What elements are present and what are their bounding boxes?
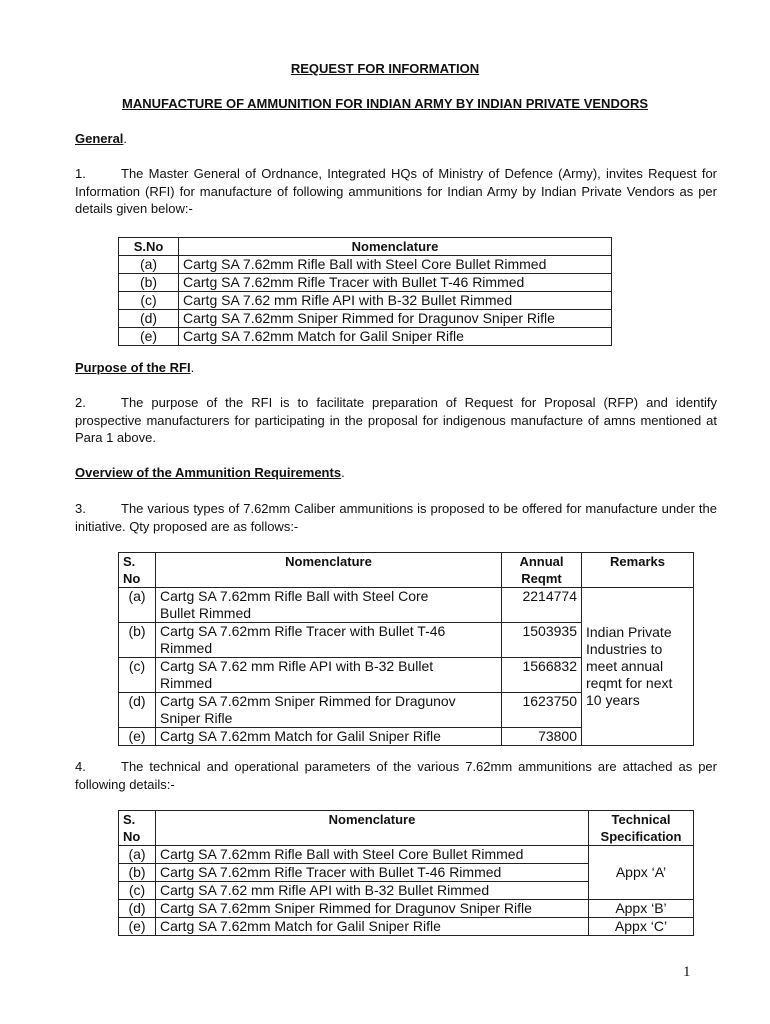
table-row	[119, 588, 694, 623]
row-nomenclature: Cartg SA 7.62mm Sniper Rimmed for Dragunov Sniper Rifle	[179, 310, 612, 328]
header-reqmt-line-1: Annual	[519, 554, 564, 569]
table-header-row	[119, 238, 612, 256]
paragraph-3-number: 3.	[75, 501, 86, 516]
row-nomenclature-line-2: Rimmed	[160, 640, 213, 656]
row-sno: (a)	[119, 846, 156, 864]
row-nomenclature: Cartg SA 7.62mm Match for Galil Sniper Rifle	[156, 918, 589, 936]
row-annual-reqmt: 1503935	[502, 623, 582, 658]
table-row	[119, 292, 612, 310]
row-sno: (e)	[119, 918, 156, 936]
header-reqmt-line-2: Reqmt	[521, 571, 562, 586]
paragraph-3	[75, 500, 717, 535]
row-sno: (c)	[119, 882, 156, 900]
row-sno: (b)	[119, 274, 179, 292]
row-nomenclature: Cartg SA 7.62mm Match for Galil Sniper Rifle	[179, 328, 612, 346]
table-row	[119, 918, 694, 936]
header-sno: S.No	[119, 238, 179, 256]
row-sno: (d)	[119, 310, 179, 328]
paragraph-2-number: 2.	[75, 395, 86, 410]
table-row	[119, 310, 612, 328]
remarks-line: 10 years	[586, 692, 640, 708]
remarks-line: Indian Private	[586, 624, 672, 640]
paragraph-3-text: The various types of 7.62mm Caliber ammunitions is proposed to be offered for manufacture under the initiative. Qty proposed are as follows:-	[75, 501, 717, 534]
row-sno: (b)	[119, 623, 156, 658]
remarks-line: reqmt for next	[586, 675, 673, 691]
row-sno: (a)	[119, 256, 179, 274]
row-specification-appx-a: Appx ‘A’	[589, 846, 694, 900]
header-spec-line-2: Specification	[600, 829, 682, 844]
row-sno: (e)	[119, 328, 179, 346]
row-annual-reqmt: 2214774	[502, 588, 582, 623]
document-subtitle: MANUFACTURE OF AMMUNITION FOR INDIAN ARMY BY INDIAN PRIVATE VENDORS	[121, 96, 649, 111]
paragraph-4	[75, 758, 717, 793]
paragraph-4-number: 4.	[75, 759, 86, 774]
header-spec-line-1: Technical	[611, 812, 671, 827]
row-sno: (d)	[119, 693, 156, 728]
row-nomenclature-line-1: Cartg SA 7.62mm Rifle Tracer with Bullet T-46	[160, 623, 446, 639]
annual-requirement-table	[118, 552, 694, 746]
table-row	[119, 274, 612, 292]
row-annual-reqmt: 73800	[502, 728, 582, 746]
row-nomenclature	[156, 658, 502, 693]
header-nomenclature: Nomenclature	[179, 238, 612, 256]
remarks-line: Industries to	[586, 641, 663, 657]
header-sno-line-1: S.	[123, 812, 136, 827]
row-nomenclature-line-2: Rimmed	[160, 675, 213, 691]
header-technical-specification	[589, 811, 694, 846]
ammunition-list-table	[118, 237, 612, 346]
section-heading-general	[75, 131, 127, 146]
row-nomenclature: Cartg SA 7.62mm Rifle Ball with Steel Core Bullet Rimmed	[179, 256, 612, 274]
paragraph-2	[75, 394, 717, 447]
paragraph-1-text: The Master General of Ordnance, Integrated HQs of Ministry of Defence (Army), invites Request for Information (RFI) for manufacture of following ammunitions for Indian Army by Indian Private Vendors as per details given below:-	[75, 166, 717, 216]
row-nomenclature: Cartg SA 7.62 mm Rifle API with B-32 Bullet Rimmed	[156, 882, 589, 900]
row-sno: (e)	[119, 728, 156, 746]
row-sno: (c)	[119, 292, 179, 310]
header-nomenclature: Nomenclature	[156, 811, 589, 846]
row-nomenclature: Cartg SA 7.62mm Rifle Tracer with Bullet T-46 Rimmed	[156, 864, 589, 882]
row-sno: (c)	[119, 658, 156, 693]
header-annual-reqmt	[502, 553, 582, 588]
row-sno: (b)	[119, 864, 156, 882]
paragraph-4-text: The technical and operational parameters of the various 7.62mm ammunitions are attached as per following details:-	[75, 759, 717, 792]
row-nomenclature-line-1: Cartg SA 7.62mm Sniper Rimmed for Dragunov	[160, 693, 456, 709]
paragraph-1	[75, 165, 717, 218]
row-annual-reqmt: 1566832	[502, 658, 582, 693]
page-number: 1	[683, 964, 691, 980]
table-header-row	[119, 811, 694, 846]
document-title: REQUEST FOR INFORMATION	[290, 61, 480, 76]
remarks-cell	[582, 588, 694, 746]
header-sno-line-2: No	[123, 829, 141, 844]
row-specification-appx-c: Appx ‘C’	[589, 918, 694, 936]
table-row	[119, 846, 694, 864]
header-sno	[119, 553, 156, 588]
row-specification-appx-b: Appx ‘B’	[589, 900, 694, 918]
header-sno-line-1: S.	[123, 554, 136, 569]
purpose-heading-suffix: .	[190, 360, 195, 375]
header-sno	[119, 811, 156, 846]
row-nomenclature: Cartg SA 7.62mm Sniper Rimmed for Dragunov Sniper Rifle	[156, 900, 589, 918]
row-nomenclature	[156, 588, 502, 623]
paragraph-1-number: 1.	[75, 166, 86, 181]
remarks-line: meet annual	[586, 658, 664, 674]
row-nomenclature: Cartg SA 7.62mm Match for Galil Sniper Rifle	[156, 728, 502, 746]
table-row	[119, 256, 612, 274]
table-header-row	[119, 553, 694, 588]
row-sno: (d)	[119, 900, 156, 918]
row-nomenclature-line-2: Bullet Rimmed	[160, 605, 252, 621]
row-nomenclature: Cartg SA 7.62 mm Rifle API with B-32 Bullet Rimmed	[179, 292, 612, 310]
header-nomenclature: Nomenclature	[156, 553, 502, 588]
row-annual-reqmt: 1623750	[502, 693, 582, 728]
general-heading-suffix: .	[123, 131, 128, 146]
header-remarks: Remarks	[582, 553, 694, 588]
table-row	[119, 900, 694, 918]
overview-heading-suffix: .	[341, 465, 345, 480]
row-nomenclature: Cartg SA 7.62mm Rifle Ball with Steel Core Bullet Rimmed	[156, 846, 589, 864]
technical-specification-table	[118, 810, 694, 936]
purpose-heading-text: Purpose of the RFI	[75, 360, 191, 375]
row-nomenclature-line-2: Sniper Rifle	[160, 710, 233, 726]
paragraph-2-text: The purpose of the RFI is to facilitate preparation of Request for Proposal (RFP) and identify prospective manufacturers for participating in the proposal for indigenous manufacture of amns mentioned at Para 1 above.	[75, 395, 717, 445]
header-sno-line-2: No	[123, 571, 141, 586]
row-sno: (a)	[119, 588, 156, 623]
row-nomenclature: Cartg SA 7.62mm Rifle Tracer with Bullet T-46 Rimmed	[179, 274, 612, 292]
row-nomenclature-line-1: Cartg SA 7.62mm Rifle Ball with Steel Core	[160, 588, 429, 604]
row-nomenclature	[156, 693, 502, 728]
table-row	[119, 328, 612, 346]
section-heading-overview	[75, 465, 345, 480]
general-heading-text: General	[75, 131, 124, 146]
row-nomenclature	[156, 623, 502, 658]
overview-heading-text: Overview of the Ammunition Requirements	[75, 465, 342, 480]
section-heading-purpose	[75, 360, 194, 375]
row-nomenclature-line-1: Cartg SA 7.62 mm Rifle API with B-32 Bullet	[160, 658, 434, 674]
